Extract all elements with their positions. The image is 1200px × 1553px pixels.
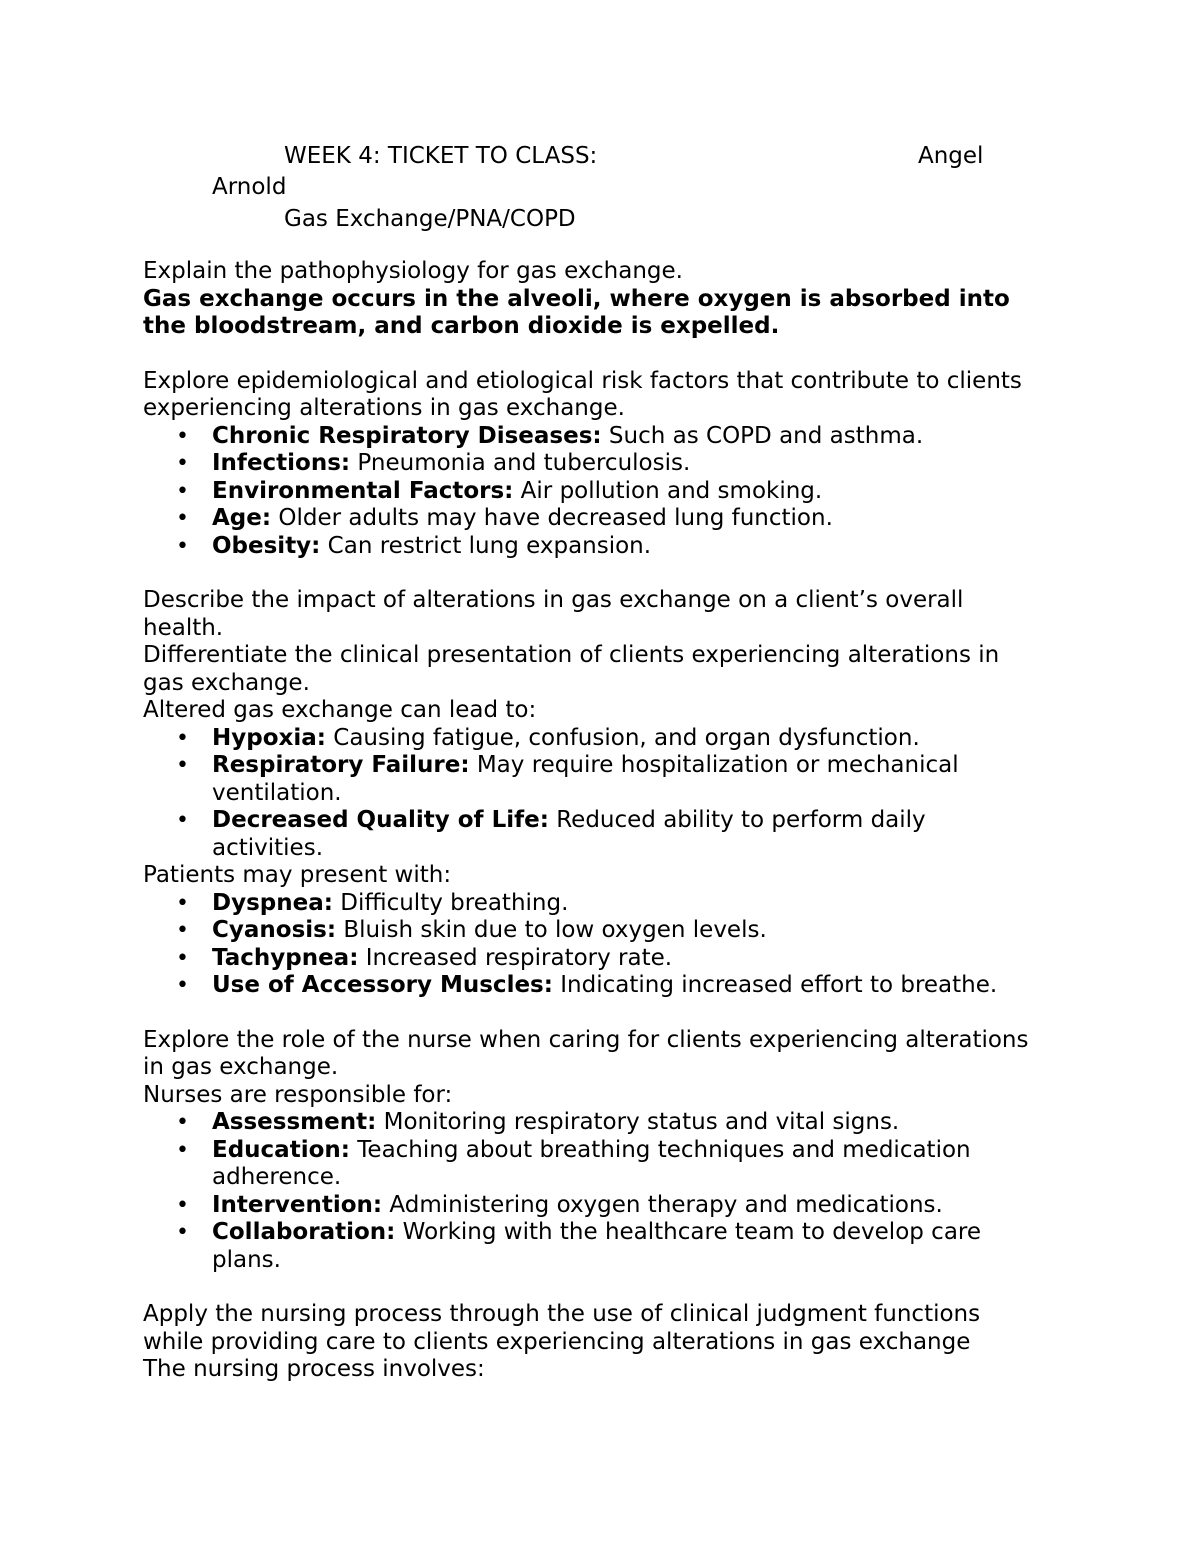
list-item <box>143 752 1053 807</box>
bullet-icon: • <box>176 506 189 531</box>
presentation-question-line-2: gas exchange. <box>143 669 310 696</box>
nursing-process-intro: The nursing process involves: <box>143 1356 485 1382</box>
author-first-name: Angel <box>918 143 984 169</box>
item-text: Indicating increased effort to breathe. <box>552 972 998 998</box>
item-text: Such as COPD and asthma. <box>601 422 924 449</box>
nurse-role-question-line-2: in gas exchange. <box>143 1054 339 1080</box>
presentation-list <box>143 890 1053 1000</box>
bullet-icon: • <box>176 808 189 833</box>
item-text: Air pollution and smoking. <box>513 477 823 504</box>
item-term: Education: <box>212 1136 350 1163</box>
list-item <box>143 505 1053 533</box>
author-last-name: Arnold <box>212 174 287 200</box>
item-text: Can restrict lung expansion. <box>320 532 652 559</box>
spacer <box>143 1274 1053 1301</box>
item-continuation: plans. <box>212 1246 281 1273</box>
list-item <box>143 478 1053 506</box>
item-continuation: activities. <box>212 834 324 861</box>
item-text: Causing fatigue, confusion, and organ dysfunction. <box>325 724 920 751</box>
bullet-icon: • <box>176 533 189 559</box>
bullet-icon: • <box>176 423 189 449</box>
item-text: Pneumonia and tuberculosis. <box>350 450 691 476</box>
bullet-icon: • <box>176 478 189 504</box>
item-text: Teaching about breathing techniques and medication <box>349 1136 971 1163</box>
item-term: Hypoxia: <box>212 724 326 751</box>
bullet-icon: • <box>176 725 189 751</box>
bullet-icon: • <box>176 1192 189 1218</box>
item-text: Monitoring respiratory status and vital signs. <box>376 1109 900 1135</box>
item-term: Chronic Respiratory Diseases: <box>212 422 602 449</box>
item-text: Difficulty breathing. <box>332 889 569 916</box>
bullet-icon: • <box>176 1137 189 1163</box>
list-item <box>143 1219 1053 1274</box>
item-term: Dyspnea: <box>212 889 333 916</box>
presentation-intro: Patients may present with: <box>143 862 452 888</box>
document-subtitle: Gas Exchange/PNA/COPD <box>284 206 576 232</box>
list-item <box>143 1109 1053 1137</box>
item-text: Reduced ability to perform daily <box>548 807 926 833</box>
pathophysiology-question: Explain the pathophysiology for gas exchange. <box>143 258 683 284</box>
nurse-role-list <box>143 1109 1053 1274</box>
item-term: Assessment: <box>212 1109 377 1135</box>
bullet-icon: • <box>176 945 189 971</box>
item-term: Tachypnea: <box>212 944 359 971</box>
impact-list <box>143 725 1053 863</box>
list-item <box>143 917 1053 945</box>
pathophysiology-answer-line-2: the bloodstream, and carbon dioxide is expelled. <box>143 313 780 339</box>
item-text: Older adults may have decreased lung function. <box>271 505 833 531</box>
nurse-role-intro: Nurses are responsible for: <box>143 1081 453 1108</box>
spacer <box>143 341 1053 368</box>
bullet-icon: • <box>176 890 189 916</box>
item-term: Environmental Factors: <box>212 477 514 504</box>
bullet-icon: • <box>176 1110 189 1135</box>
header-row <box>143 143 1053 172</box>
item-continuation: adherence. <box>212 1164 342 1190</box>
item-term: Respiratory Failure: <box>212 752 470 778</box>
risk-factors-question-line-2: experiencing alterations in gas exchange. <box>143 395 625 421</box>
list-item <box>143 423 1053 451</box>
list-item <box>143 450 1053 478</box>
bullet-icon: • <box>176 753 189 778</box>
list-item <box>143 945 1053 973</box>
nursing-process-question-line-1: Apply the nursing process through the use of clinical judgment functions <box>143 1301 981 1327</box>
bullet-icon: • <box>176 451 189 476</box>
bullet-icon: • <box>176 1220 189 1245</box>
item-term: Intervention: <box>212 1191 383 1218</box>
item-term: Decreased Quality of Life: <box>212 807 549 833</box>
list-item <box>143 1137 1053 1192</box>
impact-intro: Altered gas exchange can lead to: <box>143 697 537 723</box>
list-item <box>143 1192 1053 1220</box>
nurse-role-question-line-1: Explore the role of the nurse when caring for clients experiencing alterations <box>143 1026 1029 1053</box>
impact-question-line-2: health. <box>143 614 224 641</box>
item-term: Obesity: <box>212 532 321 559</box>
list-item <box>143 807 1053 862</box>
list-item <box>143 890 1053 918</box>
item-text: Bluish skin due to low oxygen levels. <box>336 917 767 943</box>
item-term: Cyanosis: <box>212 917 337 943</box>
pathophysiology-answer-line-1: Gas exchange occurs in the alveoli, where oxygen is absorbed into <box>143 285 1010 312</box>
list-item <box>143 972 1053 1000</box>
bullet-icon: • <box>176 918 189 943</box>
nursing-process-question-line-2: while providing care to clients experiencing alterations in gas exchange <box>143 1328 971 1355</box>
document-title: WEEK 4: TICKET TO CLASS: <box>284 143 598 169</box>
item-term: Use of Accessory Muscles: <box>212 972 553 998</box>
item-term: Age: <box>212 505 272 531</box>
item-text: Increased respiratory rate. <box>358 944 673 971</box>
item-continuation: ventilation. <box>212 779 342 806</box>
impact-question-line-1: Describe the impact of alterations in gas exchange on a client’s overall <box>143 587 964 613</box>
item-text: May require hospitalization or mechanical <box>469 752 959 778</box>
item-term: Collaboration: <box>212 1219 396 1245</box>
item-text: Working with the healthcare team to develop care <box>395 1219 982 1245</box>
document-body <box>143 143 1053 1384</box>
spacer <box>143 1000 1053 1027</box>
item-text: Administering oxygen therapy and medications. <box>382 1191 943 1218</box>
item-term: Infections: <box>212 450 351 476</box>
risk-factors-question-line-1: Explore epidemiological and etiological risk factors that contribute to clients <box>143 367 1022 394</box>
spacer <box>143 560 1053 587</box>
list-item <box>143 725 1053 753</box>
risk-factors-list <box>143 423 1053 561</box>
presentation-question-line-1: Differentiate the clinical presentation of clients experiencing alterations in <box>143 642 1000 668</box>
bullet-icon: • <box>176 973 189 998</box>
list-item <box>143 533 1053 561</box>
